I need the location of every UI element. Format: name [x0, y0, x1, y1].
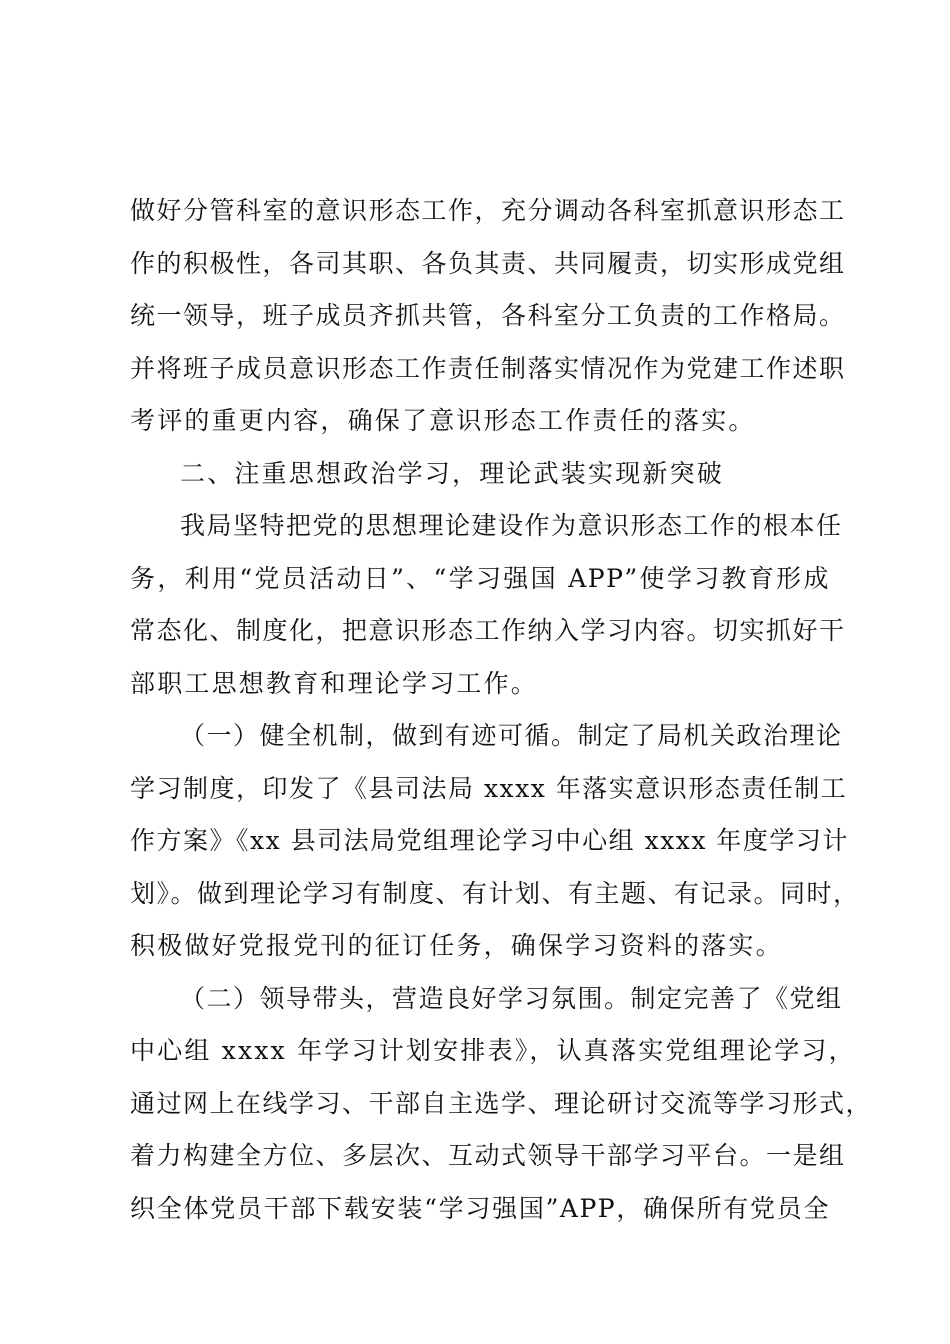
document-body [130, 185, 873, 1235]
text-line: 作方案》《xx 县司法局党组理论学习中心组 xxxx 年度学习计 [130, 826, 849, 855]
text-line: 织全体党员干部下载安装“学习强国”APP，确保所有党员全 [130, 1193, 830, 1223]
text-line: 划》。做到理论学习有制度、有计划、有主题、有记录。同时， [130, 878, 860, 908]
text-line: 中心组 xxxx 年学习计划安排表》，认真落实党组理论学习， [130, 1036, 856, 1065]
text-line: 部职工思想教育和理论学习工作。 [130, 668, 539, 698]
text-line: 我局坚特把党的思想理论建设作为意识形态工作的根本任 [180, 511, 843, 540]
text-line: （一）健全机制，做到有迹可循。制定了局机关政治理论 [180, 721, 843, 750]
section-heading: 二、注重思想政治学习，理论武装实现新突破 [180, 458, 725, 488]
text-line: 作的积极性，各司其职、各负其责、共同履责，切实形成党组 [130, 248, 846, 278]
text-line: 通过网上在线学习、干部自主选学、理论研讨交流等学习形式， [130, 1088, 873, 1118]
text-line: （二）领导带头，营造良好学习氛围。制定完善了《党组 [180, 983, 843, 1013]
text-line: 考评的重更内容，确保了意识形态工作责任的落实。 [130, 406, 756, 435]
text-line: 并将班子成员意识形态工作责任制落实情况作为党建工作述职 [130, 353, 846, 383]
text-line: 统一领导，班子成员齐抓共管，各科室分工负责的工作格局。 [130, 301, 846, 330]
text-line: 学习制度，印发了《县司法局 xxxx 年落实意识形态责任制工 [130, 773, 848, 803]
text-line: 常态化、制度化，把意识形态工作纳入学习内容。切实抓好干 [130, 616, 846, 645]
text-line: 积极做好党报党刊的征订任务，确保学习资料的落实。 [130, 931, 783, 960]
text-line: 做好分管科室的意识形态工作，充分调动各科室抓意识形态工 [130, 196, 846, 225]
text-line: 务，利用“党员活动日”、“学习强国 APP”使学习教育形成 [130, 563, 830, 593]
text-line: 着力构建全方位、多层次、互动式领导干部学习平台。一是组 [130, 1141, 846, 1170]
